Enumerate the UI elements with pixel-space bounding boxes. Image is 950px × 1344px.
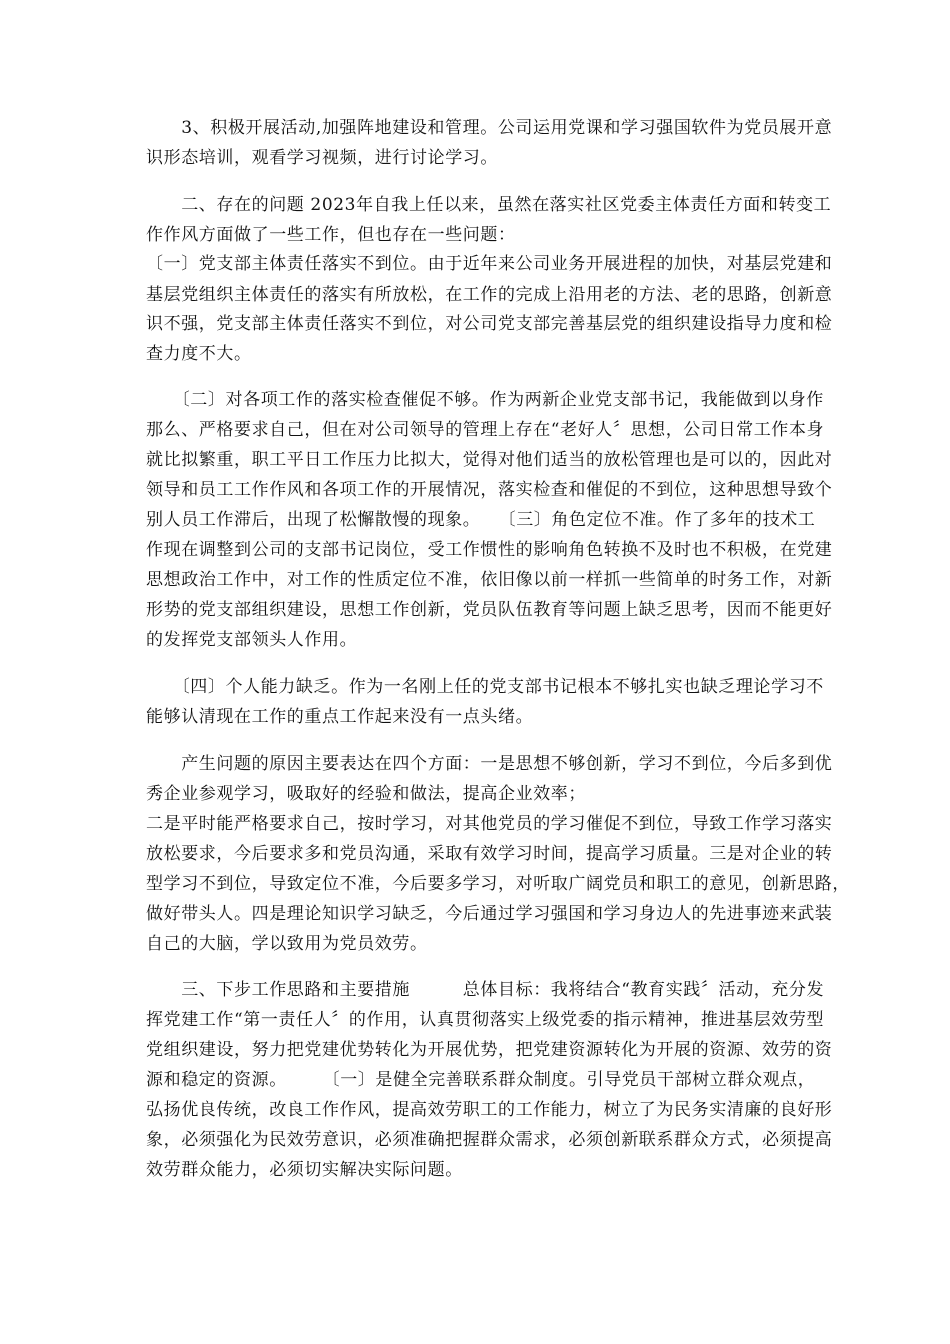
text-line: 二、存在的问题 2023年自我上任以来，虽然在落实社区党委主体责任方面和转变工 [146,195,832,215]
text-line: 的发挥党支部领头人作用。 [146,630,358,650]
text-line: 效劳群众能力，必须切实解决实际问题。 [146,1160,463,1180]
text-line: 党组织建设，努力把党建优势转化为开展优势，把党建资源转化为开展的资源、效劳的资 [146,1040,833,1060]
text-line: 那么、严格要求自己，但在对公司领导的管理上存在“老好人〞思想，公司日常工作本身 [146,420,825,440]
text-line: 领导和员工工作作风和各项工作的开展情况，落实检查和催促的不到位，这种思想导致个 [146,480,833,500]
text-line: 基层党组织主体责任的落实有所放松，在工作的完成上沿用老的方法、老的思路，创新意 [146,285,833,305]
text-line: 挥党建工作“第一责任人〞的作用，认真贯彻落实上级党委的指示精神，推进基层效劳型 [146,1010,825,1030]
text-line: 查力度不大。 [146,344,252,364]
text-line: 型学习不到位，导致定位不准，今后要多学习，对听取广阔党员和职工的意见，创新思路， [146,874,850,894]
text-line: 〔二〕对各项工作的落实检查催促不够。作为两新企业党支部书记，我能做到以身作 [146,390,824,410]
text-line: 三、下步工作思路和主要措施 总体目标：我将结合“教育实践〞活动，充分发 [146,980,825,1000]
text-line: 识不强，党支部主体责任落实不到位，对公司党支部完善基层党的组织建设指导力度和检 [146,314,833,334]
text-line: 3、积极开展活动,加强阵地建设和管理。公司运用党课和学习强国软件为党员展开意 [146,118,833,138]
text-line: 二是平时能严格要求自己，按时学习，对其他党员的学习催促不到位，导致工作学习落实 [146,814,833,834]
text-line: 象，必须强化为民效劳意识，必须准确把握群众需求，必须创新联系群众方式，必须提高 [146,1130,833,1150]
text-line: 作现在调整到公司的支部书记岗位，受工作惯性的影响角色转换不及时也不积极，在党建 [146,540,833,560]
text-line: 就比拟繁重，职工平日工作压力比拟大，觉得对他们适当的放松管理也是可以的，因此对 [146,450,833,470]
text-line: 源和稳定的资源。 〔一〕是健全完善联系群众制度。引导党员干部树立群众观点， [146,1070,816,1090]
text-line: 产生问题的原因主要表达在四个方面：一是思想不够创新，学习不到位，今后多到优 [146,754,833,774]
text-line: 形势的党支部组织建设，思想工作创新，党员队伍教育等问题上缺乏思考，因而不能更好 [146,600,833,620]
text-line: 〔四〕个人能力缺乏。作为一名刚上任的党支部书记根本不够扎实也缺乏理论学习不 [146,677,824,697]
text-line: 别人员工作滞后，出现了松懈散慢的现象。 〔三〕角色定位不准。作了多年的技术工 [146,510,816,530]
text-line: 弘扬优良传统，改良工作作风，提高效劳职工的工作能力，树立了为民务实清廉的良好形 [146,1100,833,1120]
text-line: 识形态培训，观看学习视频，进行讨论学习。 [146,148,498,168]
text-line: 思想政治工作中，对工作的性质定位不准，依旧像以前一样抓一些简单的时务工作，对新 [146,570,833,590]
text-line: 能够认清现在工作的重点工作起来没有一点头绪。 [146,707,534,727]
text-line: 〔一〕党支部主体责任落实不到位。由于近年来公司业务开展进程的加快，对基层党建和 [146,254,833,274]
text-line: 作作风方面做了一些工作，但也存在一些问题： [146,225,516,245]
text-line: 自己的大脑，学以致用为党员效劳。 [146,934,428,954]
text-line: 放松要求，今后要求多和党员沟通，采取有效学习时间，提高学习质量。三是对企业的转 [146,844,833,864]
text-line: 做好带头人。四是理论知识学习缺乏，今后通过学习强国和学习身边人的先进事迹来武装 [146,904,833,924]
text-line: 秀企业参观学习，吸取好的经验和做法，提高企业效率； [146,784,586,804]
